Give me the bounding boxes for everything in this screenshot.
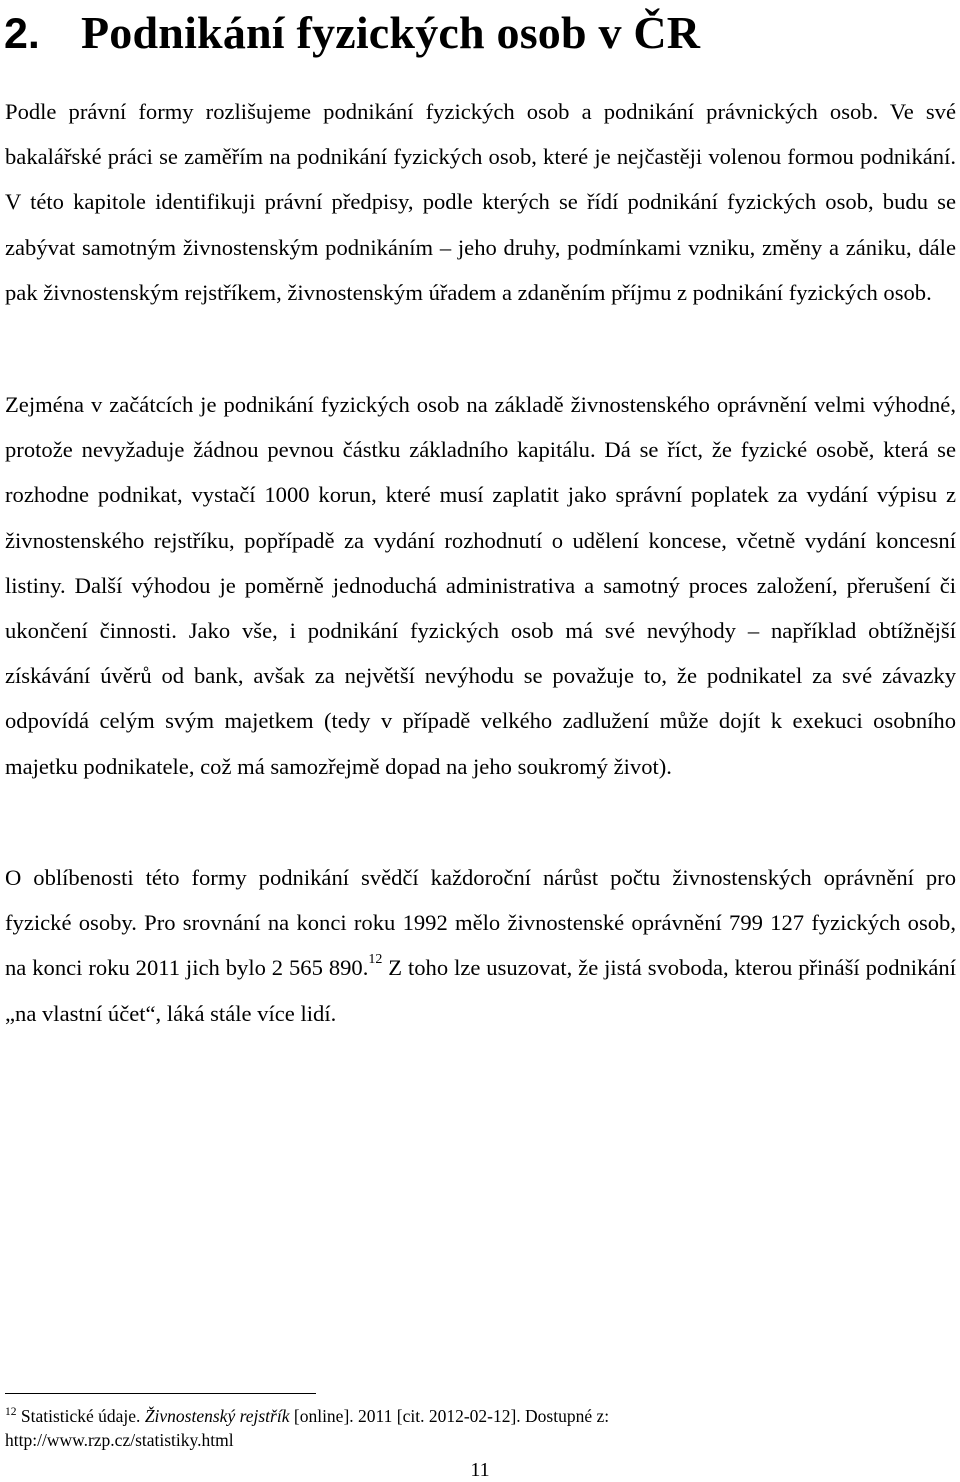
chapter-heading xyxy=(4,6,700,59)
footnote-citation: [online]. 2011 [cit. 2012-02-12]. Dostupné z: xyxy=(289,1406,610,1426)
paragraph-statistics xyxy=(5,855,956,1036)
chapter-number: 2. xyxy=(4,10,40,58)
footnote-reference[interactable]: 12 xyxy=(368,952,383,968)
footnote-url-link[interactable]: http://www.rzp.cz/statistiky.html xyxy=(5,1430,234,1450)
footnote-separator xyxy=(5,1393,316,1394)
paragraph-intro: Podle právní formy rozlišujeme podnikání fyzických osob a podnikání právnických osob. Ve své bakalářské práci se zaměřím na podnikání fyzických osob, které je nejčastěji volenou formou podnikání. V této kapitole identifikuji právní předpisy, podle kterých se řídí podnikání fyzických osob, budu se zabývat samotným živnostenským podnikáním – jeho druhy, podmínkami vzniku, změny a zániku, dále pak živnostenským rejstříkem, živnostenským úřadem a zdaněním příjmu z podnikání fyzických osob. xyxy=(5,99,956,305)
paragraph-advantages: Zejména v začátcích je podnikání fyzických osob na základě živnostenského oprávnění velmi výhodné, protože nevyžaduje žádnou pevnou částku základního kapitálu. Dá se říct, že fyzické osobě, která se rozhodne podnikat, vystačí 1000 korun, které musí zaplatit jako správní poplatek za vydání výpisu z živnostenského rejstříku, popřípadě za vydání rozhodnutí o udělení koncese, včetně vydání koncesní listiny. Další výhodou je poměrně jednoduchá administrativa a samotný proces založení, přerušení či ukončení činnosti. Jako vše, i podnikání fyzických osob má své nevýhody – například obtížnější získávání úvěrů od bank, avšak za největší nevýhodu se považuje to, že podnikatel za své závazky odpovídá celým svým majetkem (tedy v případě velkého zadlužení může dojít k exekuci osobního majetku podnikatele, což má samozřejmě dopad na jeho soukromý život). xyxy=(5,392,956,779)
paragraph-statistics-text: O oblíbenosti této formy podnikání svědčí každoroční nárůst počtu živnostenských oprávnění pro fyzické osoby. Pro srovnání na konci roku 1992 mělo živnostenské oprávnění 799 127 fyzických osob, na konci roku 2011 jich bylo 2 565 890. xyxy=(5,865,956,981)
paragraph-statistics-conclusion: Z toho lze usuzovat, že jistá svoboda, kterou přináší podnikání „na vlastní účet“, láká stále více lidí. xyxy=(5,955,956,1026)
footnote xyxy=(5,1404,945,1452)
footnote-number: 12 xyxy=(5,1406,17,1418)
chapter-title: Podnikání fyzických osob v ČR xyxy=(81,7,701,58)
page-number: 11 xyxy=(470,1459,490,1481)
footnote-source-title: Živnostenský rejstřík xyxy=(144,1406,290,1426)
footnote-text: Statistické údaje. xyxy=(16,1406,145,1426)
